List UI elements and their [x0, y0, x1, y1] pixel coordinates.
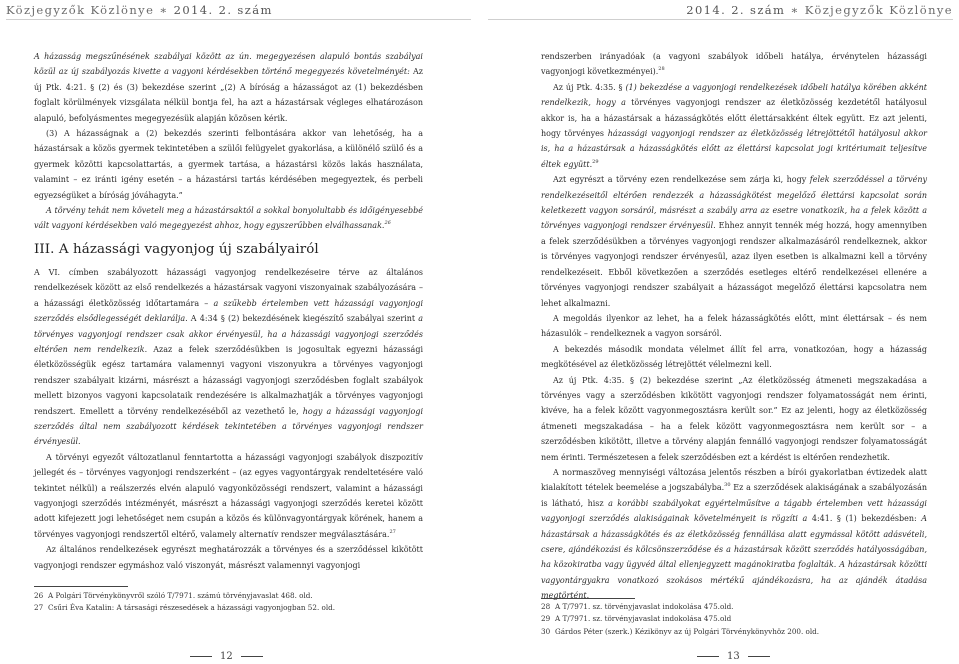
text: Azaz a felek szerződésükben is jogosultak egyezni házassági életközösségük egész tartamára valamennyi vagyoni viszonyukra a törvényes vagyonjogi rendszer szabályait kizárni, másrészt a házassági vagyonjogi szerződésben foglalt szabályok mellett bizonyos vagyoni kapcsolataik rendezésére is alkalmazhatják a törvényes vagyonjogi rendszert. Emellett a törvény rendelkezéséből az vezethető le,: [34, 344, 423, 416]
footnotes-right: [541, 601, 819, 638]
text: 4:41. § (1) bekezdésben:: [807, 514, 922, 524]
paragraph: [34, 450, 423, 542]
footnote: [34, 602, 335, 614]
paragraph: [541, 465, 927, 604]
footnotes-left: [34, 590, 335, 615]
italic-text: felek szerződéssel a törvény rendelkezéseitől eltérően rendezzék a házasságkötést megelőző élettársi kapcsolat során keletkezett vagyon sorsáról, másrészt a szabály arra az esetre vonatkozik, ha a felek között a törvényes vagyonjogi rendszer érvényesül.: [541, 175, 927, 231]
text: A törvényi egyezőt változatlanul fenntartotta a házassági vagyonjogi szabályok diszpozitív jellegét és – törvényes vagyonjogi rendszerként – (az egyes vagyontárgyak rendeltetésére való tekintet nélkül) a reálszerzés elvén alapuló vagyonközösségi rendszert, valamint a házassági vagyonjogi szerződés intézményét, másrészt a házassági vagyonjogi szerződés keretei között adott kifejezett jogi lehetőséget nem csupán a közös és különvagyontárgyak körének, hanem a törvényes vagyonjogi rendszertől eltérő, valamely alternatív rendszer megválasztására.: [34, 452, 423, 539]
header-rule: [6, 19, 471, 20]
right-page-body: [541, 49, 927, 604]
issue-label: 2014. 2. szám: [173, 3, 273, 17]
text: rendszerben irányadóak (a vagyoni szabályok időbeli hatálya, érvénytelen házassági vagyonjogi következményei).: [541, 52, 927, 77]
paragraph: Az általános rendelkezések egyrészt meghatározzák a törvényes és a szerződéssel kikötött vagyonjogi rendszer egymáshoz való viszonyát, másrészt valamennyi vagyonjogi: [34, 545, 423, 570]
page-number: 12: [220, 651, 233, 662]
paragraph: Az új Ptk. 4:35. § (2) bekezdése szerint „Az életközösség átmeneti megszakadása a törvényes vagy a szerződésben kikötött vagyonjogi rendszer folyamatosságát nem érinti, kivéve, ha a felek között vagyonmegosztásra került sor.” Ez az jelenti, hogy az életközösség átmeneti megszakadása – ha a felek között vagyonmegosztásra nem került sor – a szerződésben kikötött, illetve a törvény alapján fennálló vagyonjogi rendszer folyamatosságát nem érinti. Természetesen a felek szerződésben ezt a kérdést is eltérően rendezhetik.: [541, 375, 927, 462]
paragraph: [541, 172, 927, 311]
paragraph: [34, 265, 423, 450]
footnote-ref: 27: [389, 528, 396, 535]
paragraph: A bekezdés második mondata vélelmet állít fel arra, vonatkozóan, hogy a házasság megkötésével az életközösség létrejöttét vélelmezni kell.: [541, 344, 927, 370]
decorative-rule: [190, 656, 212, 657]
paragraph: [541, 80, 927, 172]
decorative-rule: [241, 656, 263, 657]
footnote: [541, 626, 819, 638]
decorative-rule: [748, 656, 770, 657]
paragraph: [34, 49, 423, 126]
paragraph: A megoldás ilyenkor az lehet, ha a felek házasságkötés előtt, mint élettársak – és nem házasulók – rendelkeznek a vagyon sorsáról.: [541, 313, 927, 339]
italic-text: a törvényes vagyonjogi rendszer csak akkor érvényesül, ha a házassági vagyonjogi szerződés eltérően nem rendelkezik.: [34, 314, 424, 354]
italic-text: a korábbi szabályokat egyértelműsítve a tágabb értelemben vett házassági vagyonjogi szerződés alakiságainak követelményeit is rögzíti a: [541, 498, 927, 524]
footnote: [34, 590, 335, 602]
issue-label: 2014. 2. szám: [686, 3, 786, 17]
left-page-body: [34, 49, 423, 573]
text: Azt egyrészt a törvény ezen rendelkezése sem zárja ki, hogy: [553, 175, 810, 185]
separator-star-icon: ∗: [790, 3, 800, 17]
footnote-number: 27: [34, 603, 44, 613]
italic-text: A házasság megszűnésének szabályai között az ún. megegyezésen alapuló bontás szabályai közül az új szabályozás kivette a vagyoni kérdésekben történő megegyezés követelményét:: [34, 52, 423, 77]
decorative-rule: [697, 656, 719, 657]
footnote-ref: 28: [658, 66, 665, 73]
text: Az új Ptk. 4:21. § (2) és (3) bekezdése szerint „(2) A bíróság a házasságot az (1) bekezdésben foglalt körülmények vizsgálata nélkül bontja fel, ha azt a házastársak végleges elhatározáson alapuló, befolyásmentes megegyezésük alapján közösen kérik.: [34, 67, 423, 123]
footnote: [541, 601, 819, 613]
journal-title: Közjegyzők Közlönye: [804, 3, 953, 17]
text: törvényes vagyonjogi rendszer az életközösség kezdetétől hatályosul akkor is, ha a házastársak a házasságkötés előtt élettársakként éltek együtt. Ez azt jelenti, hogy törvényes: [541, 98, 927, 139]
text: Az új Ptk. 4:35. §: [553, 82, 626, 92]
footnote-text: A Polgári Törvénykönyvről szóló T/7971. számú törvényjavaslat 468. old.: [48, 591, 313, 600]
italic-text: a szűkebb értelemben vett házassági vagyonjogi szerződés elsődlegességét deklarálja.: [34, 298, 423, 324]
section-heading: III. A házassági vagyonjog új szabályairól: [34, 241, 319, 257]
footnote-ref: 29: [592, 158, 599, 165]
text: A 4:34 § (2) bekezdésének kiegészítő szabályai szerint: [187, 314, 419, 324]
italic-text: A törvény tehát nem követeli meg a házastársaktól a sokkal bonyolultabb és időigényesebbé vált vagyoni kérdésekben való megegyezést ahhoz, hogy egyszerűbben elválhassanak.: [34, 206, 423, 231]
footnote-number: 30: [541, 626, 551, 636]
italic-text: hogy a házassági vagyonjogi szerződés által nem szabályozott kérdések tekintetében a törvényes vagyonjogi rendszer érvényesül.: [34, 406, 423, 447]
footnote-text: A T/7971. sz. törvényjavaslat indokolása 475.old: [555, 614, 732, 624]
page-number-left: [190, 651, 263, 662]
footnote-number: 28: [541, 602, 551, 611]
footnote-ref: 26: [384, 220, 391, 227]
journal-title: Közjegyzők Közlönye: [6, 3, 155, 17]
separator-star-icon: ∗: [159, 3, 169, 17]
text: Ehhez annyit tennék még hozzá, hogy amennyiben a felek szerződésükben a törvényes vagyonjogi rendszer alkalmazásáról rendelkeznek, akkor is törvényes vagyonjogi rendszer érvényesül, azaz ilyen esetben is alkalmazni kell a törvény rendelkezéseit. Ebből következően a szerződés esetleges eltérő rendelkezései ellenére a törvényes vagyonjogi rendszer szabályait a házasságot megelőző élettársi kapcsolatra nem lehet alkalmazni.: [541, 221, 927, 308]
footnote-text: Csűri Éva Katalin: A társasági részesedések a házassági vagyonjogban 52. old.: [48, 603, 336, 613]
page-number: 13: [727, 651, 740, 662]
running-header-right: [686, 3, 953, 17]
paragraph: (3) A házasságnak a (2) bekezdés szerinti felbontására akkor van lehetőség, ha a házastársak a közös gyermek tekintetében a szülői felügyelet gyakorlása, a különélő szülő és a gyermek közötti kapcsolattartás, a gyermek tartása, a házastársi közös lakás használata, valamint – ez iránti igény esetén – a házastársi tartás kérdésében megegyeztek, és perbeli egyezségüket a bíróság jóváhagyta.”: [34, 129, 423, 200]
italic-text: (1) bekezdése a vagyonjogi rendelkezések időbeli hatálya körében akként rendelkezik, hogy a: [541, 82, 928, 108]
italic-text: A házastársak a házasságkötés és az életközösség fennállása alatt egymással kötött adásvételi, csere, ajándékozási és kölcsönszerződése és a házastársak között szerződés hatályosságában, ha közokiratba vagy ügyvéd által ellenjegyzett magánokiratba foglalták. A házastársak közötti vagyontárgyakra vonatkozó szokásos mértékű ajándékozásra, ha az ajándék átadása megtörtént.: [541, 514, 927, 601]
footnote: [541, 613, 819, 625]
text: A normaszöveg mennyiségi változása jelentős részben a bírói gyakorlatban évtizedek alatt kialakított tételek beemelése a jogszabályba.: [541, 467, 927, 493]
footnote-number: 29: [541, 614, 551, 624]
footnote-text: Gárdos Péter (szerk.) Kézikönyv az új Polgári Törvénykönyvhöz 200. old.: [555, 626, 820, 636]
header-rule: [488, 19, 953, 20]
running-header-left: [6, 3, 273, 17]
footnote-rule: [541, 598, 635, 599]
text: Ez a szerződések alakiságának a szabályozásán is látható, hisz: [541, 483, 927, 508]
text: A VI. címben szabályozott házassági vagyonjog rendelkezéseire térve az általános rendelkezések között az első rendelkezés a házastársak vagyoni viszonyainak szabályozására – a házassági életközösség időtartamára –: [34, 267, 423, 308]
footnote-number: 26: [34, 591, 44, 600]
paragraph: [541, 49, 927, 80]
footnote-ref: 30: [724, 482, 731, 489]
page-number-right: [697, 651, 770, 662]
footnote-text: A T/7971. sz. törvényjavaslat indokolása 475.old.: [555, 602, 734, 611]
paragraph: [34, 203, 423, 234]
italic-text: házassági vagyonjogi rendszer az életközösség létrejöttétől hatályosul akkor is, ha a házastársak a házasságkötés előtt az élettársi kapcsolat jogi kritériumait teljesítve éltek együtt.: [541, 129, 928, 169]
footnote-rule: [34, 586, 128, 587]
